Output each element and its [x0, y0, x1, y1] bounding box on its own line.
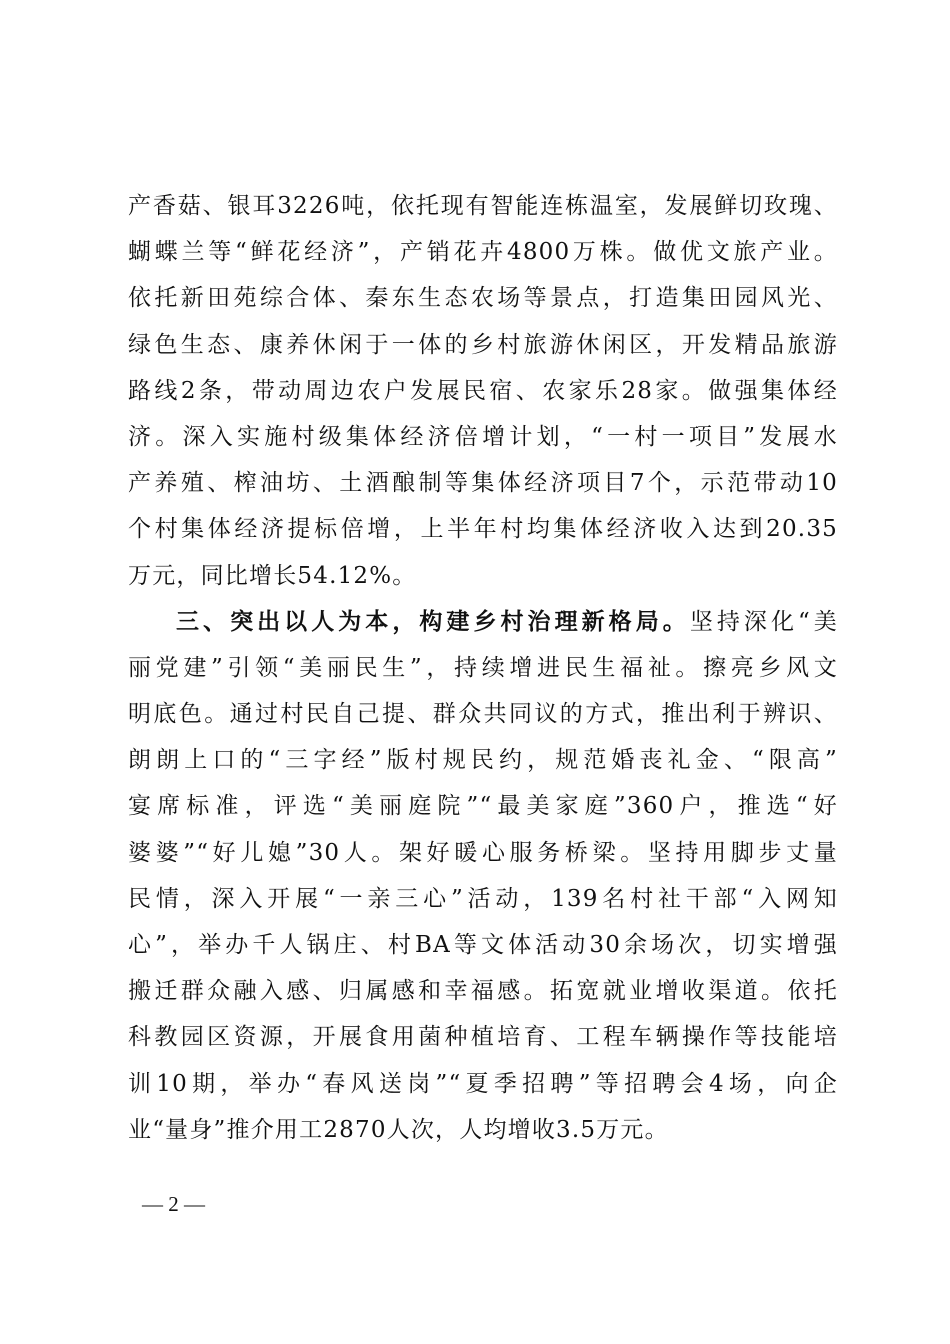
text-line: 业“量身”推介用工2870人次，人均增收3.5万元。	[128, 1116, 669, 1143]
text-line: 明底色。通过村民自己提、群众共同议的方式，推出利于辨识、	[128, 701, 838, 728]
text-line: 民情，深入开展“一亲三心”活动，139名村社干部“入网知	[128, 885, 838, 912]
text-line: 训10期，举办“春风送岗”“夏季招聘”等招聘会4场，向企	[128, 1070, 838, 1097]
text-line: 朗朗上口的“三字经”版村规民约，规范婚丧礼金、“限高”	[128, 747, 838, 774]
page-number: — 2 —	[142, 1192, 205, 1216]
paragraph-rural-governance	[128, 599, 838, 1153]
text-line: 个村集体经济提标倍增，上半年村均集体经济收入达到20.35	[128, 516, 838, 543]
text-line-first	[128, 599, 838, 645]
text-line: 路线2条，带动周边农户发展民宿、农家乐28家。做强集体经	[128, 377, 838, 404]
text-line: 宴席标准，评选“美丽庭院”“最美家庭”360户，推选“好	[128, 793, 838, 820]
text-line: 心”，举办千人锅庄、村BA等文体活动30余场次，切实增强	[128, 932, 838, 958]
text-line: 依托新田苑综合体、秦东生态农场等景点，打造集田园风光、	[128, 285, 838, 312]
text-line: 婆婆”“好儿媳”30人。架好暖心服务桥梁。坚持用脚步丈量	[128, 839, 838, 866]
text-line: 绿色生态、康养休闲于一体的乡村旅游休闲区，开发精品旅游	[128, 331, 838, 358]
text-line: 产香菇、银耳3226吨，依托现有智能连栋温室，发展鲜切玫瑰、	[128, 193, 838, 219]
text-line: 蝴蝶兰等“鲜花经济”，产销花卉4800万株。做优文旅产业。	[128, 239, 838, 266]
text-line: 产养殖、榨油坊、土酒酿制等集体经济项目7个，示范带动10	[128, 470, 838, 497]
section-heading: 三、突出以人为本，构建乡村治理新格局。	[176, 607, 690, 635]
text-line: 科教园区资源，开展食用菌种植培育、工程车辆操作等技能培	[128, 1024, 838, 1051]
document-body	[128, 183, 838, 1153]
text-line: 丽党建”引领“美丽民生”，持续增进民生福祉。擦亮乡风文	[128, 654, 838, 681]
text-line: 万元，同比增长54.12%。	[128, 562, 417, 589]
text-line: 搬迁群众融入感、归属感和幸福感。拓宽就业增收渠道。依托	[128, 978, 838, 1005]
paragraph-agriculture-tourism	[128, 183, 838, 599]
text-line: 济。深入实施村级集体经济倍增计划，“一村一项目”发展水	[128, 423, 838, 450]
heading-line-rest: 坚持深化“美	[689, 608, 838, 635]
